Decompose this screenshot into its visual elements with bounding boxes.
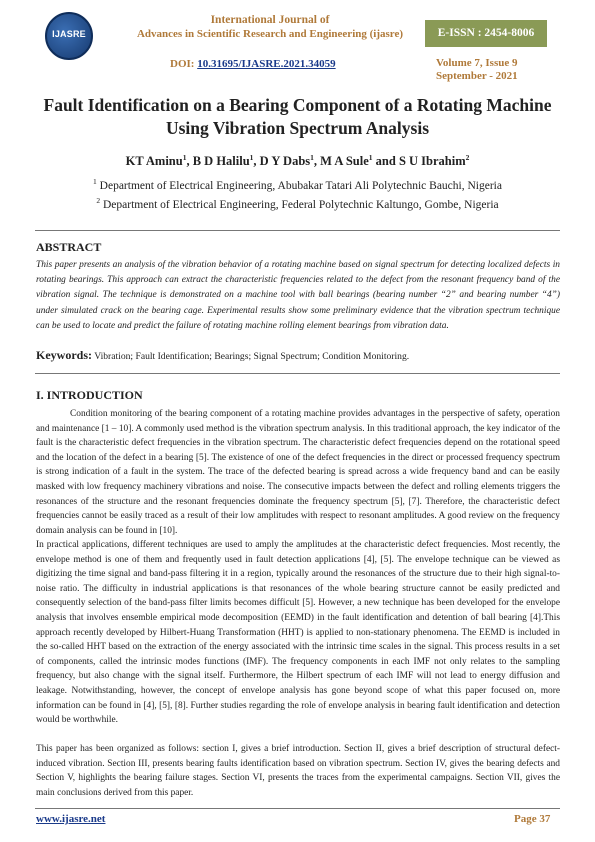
author-name: M A Sule bbox=[320, 154, 369, 169]
author-name: S U Ibrahim bbox=[398, 154, 466, 169]
paper-title bbox=[20, 94, 575, 140]
author-list bbox=[20, 153, 575, 169]
footer-url bbox=[36, 813, 105, 825]
issue-date: September - 2021 bbox=[436, 70, 518, 82]
keywords-label: Keywords: bbox=[36, 348, 92, 362]
author-name: B D Halilu bbox=[192, 154, 250, 169]
issn-badge: E-ISSN : 2454-8006 bbox=[425, 20, 547, 47]
affiliation-2 bbox=[20, 196, 575, 211]
affiliation-1-text: Department of Electrical Engineering, Abubakar Tatari Ali Polytechnic Bauchi, Nigeria bbox=[99, 179, 502, 192]
abstract-heading: ABSTRACT bbox=[36, 240, 102, 254]
section-heading-introduction: I. INTRODUCTION bbox=[36, 388, 143, 402]
author-affiliation-num: 1 bbox=[368, 153, 373, 162]
author-separator: and bbox=[372, 154, 399, 169]
author-separator: , bbox=[253, 154, 260, 169]
divider-footer bbox=[35, 808, 560, 809]
intro-paragraph-3: This paper has been organized as follows: section I, gives a brief introduction. Section II, gives a brief description of structural defect-induced vibration. Section III, presents bearing faults identification based on vibration spectrum. Section IV, gives the bearing defects and Section V, highlights the bearing failure stages. Section VI, presents the traces from the experimental campaigns. Section VII, gives the main conclusions derived from this paper. bbox=[36, 744, 560, 798]
doi-label: DOI: bbox=[170, 58, 198, 70]
divider-top bbox=[35, 230, 560, 231]
abstract-text: This paper presents an analysis of the vibration behavior of a rotating machine based on signal spectrum for detecting localized defects in rotating bearings. This approach can extract the characteristic frequencies related to the defect from the resonant frequency band of the vibration signal. The technique is demonstrated on a machine tool with ball bearings (bearing number “2” and bearing number “4”) under simulated crack on the bearing cage. Experimental results show some preliminary evidence that the vibration spectrum technique can be used to locate and predict the failure of rotating machine rolling element bearings from vibration data. bbox=[36, 260, 560, 331]
doi-link[interactable]: 10.31695/IJASRE.2021.34059 bbox=[197, 58, 336, 70]
affiliation-1-num: 1 bbox=[93, 177, 97, 186]
author-name: KT Aminu bbox=[125, 154, 183, 169]
journal-name-line2: Advances in Scientific Research and Engineering (ijasre) bbox=[136, 28, 404, 40]
author-affiliation-num: 2 bbox=[465, 153, 470, 162]
intro-paragraph-1: Condition monitoring of the bearing component of a rotating machine provides advantages in the perspective of safety, operation and maintenance [1 – 10]. A commonly used method is the vibration spectrum analysis. In this traditional approach, the key indicator of the fault is the characteristic defect frequencies in the vibration spectrum. The characteristic defect frequencies depend on the rotational speed and the location of the defect in a bearing [5]. The existence of one of the defect frequencies in the direct or processed frequency spectrum is strong indication of a fault in the system. The trace of the defected bearing is spread across a wide frequency band and can be easily masked with low frequency machinery vibrations and noise. The consecutive impacts between the defect and rolling elements triggers the resonances of the structure and the resonant frequencies dominate the frequency spectrum [5], [7]. Therefore, the characteristic defect frequencies cannot be easily traced as a result of their low amplitudes with respect to resonant amplitudes. A good review on the frequency domain analysis can be found in [10]. bbox=[36, 409, 560, 536]
footer-url-link[interactable]: www.ijasre.net bbox=[36, 813, 106, 825]
volume-text: Volume 7, Issue 9 bbox=[436, 57, 518, 69]
keywords-text: Vibration; Fault Identification; Bearings; Signal Spectrum; Condition Monitoring. bbox=[92, 351, 410, 362]
author-affiliation-num: 1 bbox=[310, 153, 314, 162]
author-name: D Y Dabs bbox=[259, 154, 311, 169]
journal-name-line1: International Journal of bbox=[210, 14, 330, 26]
author-separator: , bbox=[186, 154, 193, 169]
affiliation-1 bbox=[20, 177, 575, 192]
journal-logo-text: IJASRE bbox=[52, 29, 86, 39]
doi bbox=[170, 58, 336, 70]
author-affiliation-num: 1 bbox=[249, 153, 254, 162]
keywords bbox=[36, 348, 560, 363]
affiliation-2-num: 2 bbox=[96, 196, 101, 205]
paper-title-line1: Fault Identification on a Bearing Component of a Rotating Machine bbox=[43, 95, 552, 115]
author-separator: , bbox=[313, 154, 321, 169]
volume-issue bbox=[436, 57, 518, 83]
paper-title-line2: Using Vibration Spectrum Analysis bbox=[165, 118, 430, 138]
author-affiliation-num: 1 bbox=[182, 153, 187, 162]
divider-keywords bbox=[35, 373, 560, 374]
page-number: Page 37 bbox=[514, 813, 551, 825]
intro-paragraph-2: In practical applications, different techniques are used to amply the amplitudes at the characteristic defect frequencies. Most recently, the envelope method is one of them and frequently used in fault detection applications [4], [5]. The envelope technique can be viewed as digitizing the time signal and band-pass filtering it in a region, typically around the resonances of the structure due to their high signal-to-noise ratio. The difficulty in industrial applications is that resonances of the whole bearing structure cannot be easily predicted and consequently selection of the band-pass filter limits becomes difficult [5]. However, a new technique has been developed for the envelope analysis that involves ensemble empirical mode decomposition (EEMD) in the fault identification and detention of ball bearing [4].This approach recently developed by Hilbert-Huang Transformation (HHT) is applied to non-stationary phenomena. The EEMD is included in the so-called HHT based on the extraction of the energy associated with the intrinsic time scales in the signal. This process results in a set of components, called the intrinsic modes functions (IMF). The frequency components in each IMF not only relates to the sampling frequency, but also change with the signal itself. Furthermore, the Hilbert spectrum of each IMF will not lead to energy diffusion and leakage. Notwithstanding, however, the concept of envelope analysis has gone beyond scope of what this paper focused on, more information can be found in [4], [5], [8]. Further studies regarding the role of envelope analysis in bearing fault identification and detection would be worthwhile. bbox=[36, 540, 560, 726]
affiliation-2-text: Department of Electrical Engineering, Federal Polytechnic Kaltungo, Gombe, Nigeria bbox=[102, 198, 499, 211]
